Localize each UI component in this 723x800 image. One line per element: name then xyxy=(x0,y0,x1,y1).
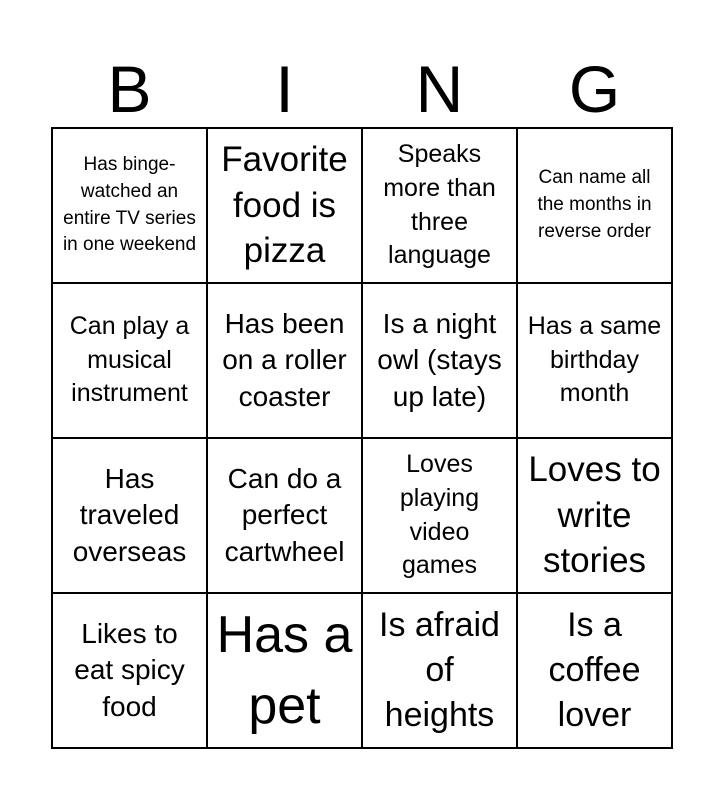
cell-text: Favorite food is pizza xyxy=(221,140,348,271)
header-letter-i: I xyxy=(275,52,294,126)
bingo-cell[interactable] xyxy=(518,594,673,749)
bingo-cell[interactable] xyxy=(518,284,673,439)
cell-text: Is afraid of heights xyxy=(379,606,500,734)
cell-text: Has binge-watched an entire TV series in one weekend xyxy=(62,153,197,256)
bingo-cell[interactable] xyxy=(518,129,673,284)
header-letter-n: N xyxy=(415,52,464,126)
cell-text: Has a pet xyxy=(216,606,353,735)
cell-text: Is a coffee lover xyxy=(548,606,641,734)
cell-text: Can do a perfect cartwheel xyxy=(224,462,345,567)
bingo-cell[interactable] xyxy=(208,129,363,284)
bingo-cell[interactable] xyxy=(363,129,518,284)
bingo-cell[interactable] xyxy=(208,594,363,749)
cell-text: Has a same birthday month xyxy=(527,311,662,408)
bingo-cell[interactable] xyxy=(53,284,208,439)
cell-text: Loves playing video games xyxy=(399,450,480,580)
bingo-cell[interactable] xyxy=(53,594,208,749)
bingo-header xyxy=(52,50,672,128)
bingo-cell[interactable] xyxy=(208,439,363,594)
cell-text: Likes to eat spicy food xyxy=(74,617,185,722)
bingo-grid xyxy=(51,127,673,749)
cell-text: Loves to write stories xyxy=(528,450,661,581)
cell-text: Has traveled overseas xyxy=(72,462,187,567)
bingo-cell[interactable] xyxy=(363,439,518,594)
bingo-cell[interactable] xyxy=(363,594,518,749)
cell-text: Can name all the months in reverse order xyxy=(537,167,652,242)
bingo-cell[interactable] xyxy=(363,284,518,439)
bingo-cell[interactable] xyxy=(53,129,208,284)
cell-text: Has been on a roller coaster xyxy=(222,307,347,412)
cell-text: Is a night owl (stays up late) xyxy=(377,307,502,412)
bingo-cell[interactable] xyxy=(208,284,363,439)
header-letter-b: B xyxy=(107,52,152,126)
bingo-cell[interactable] xyxy=(53,439,208,594)
bingo-cell[interactable] xyxy=(518,439,673,594)
cell-text: Speaks more than three language xyxy=(383,140,496,270)
header-letter-g: G xyxy=(568,52,621,126)
cell-text: Can play a musical instrument xyxy=(69,311,190,408)
